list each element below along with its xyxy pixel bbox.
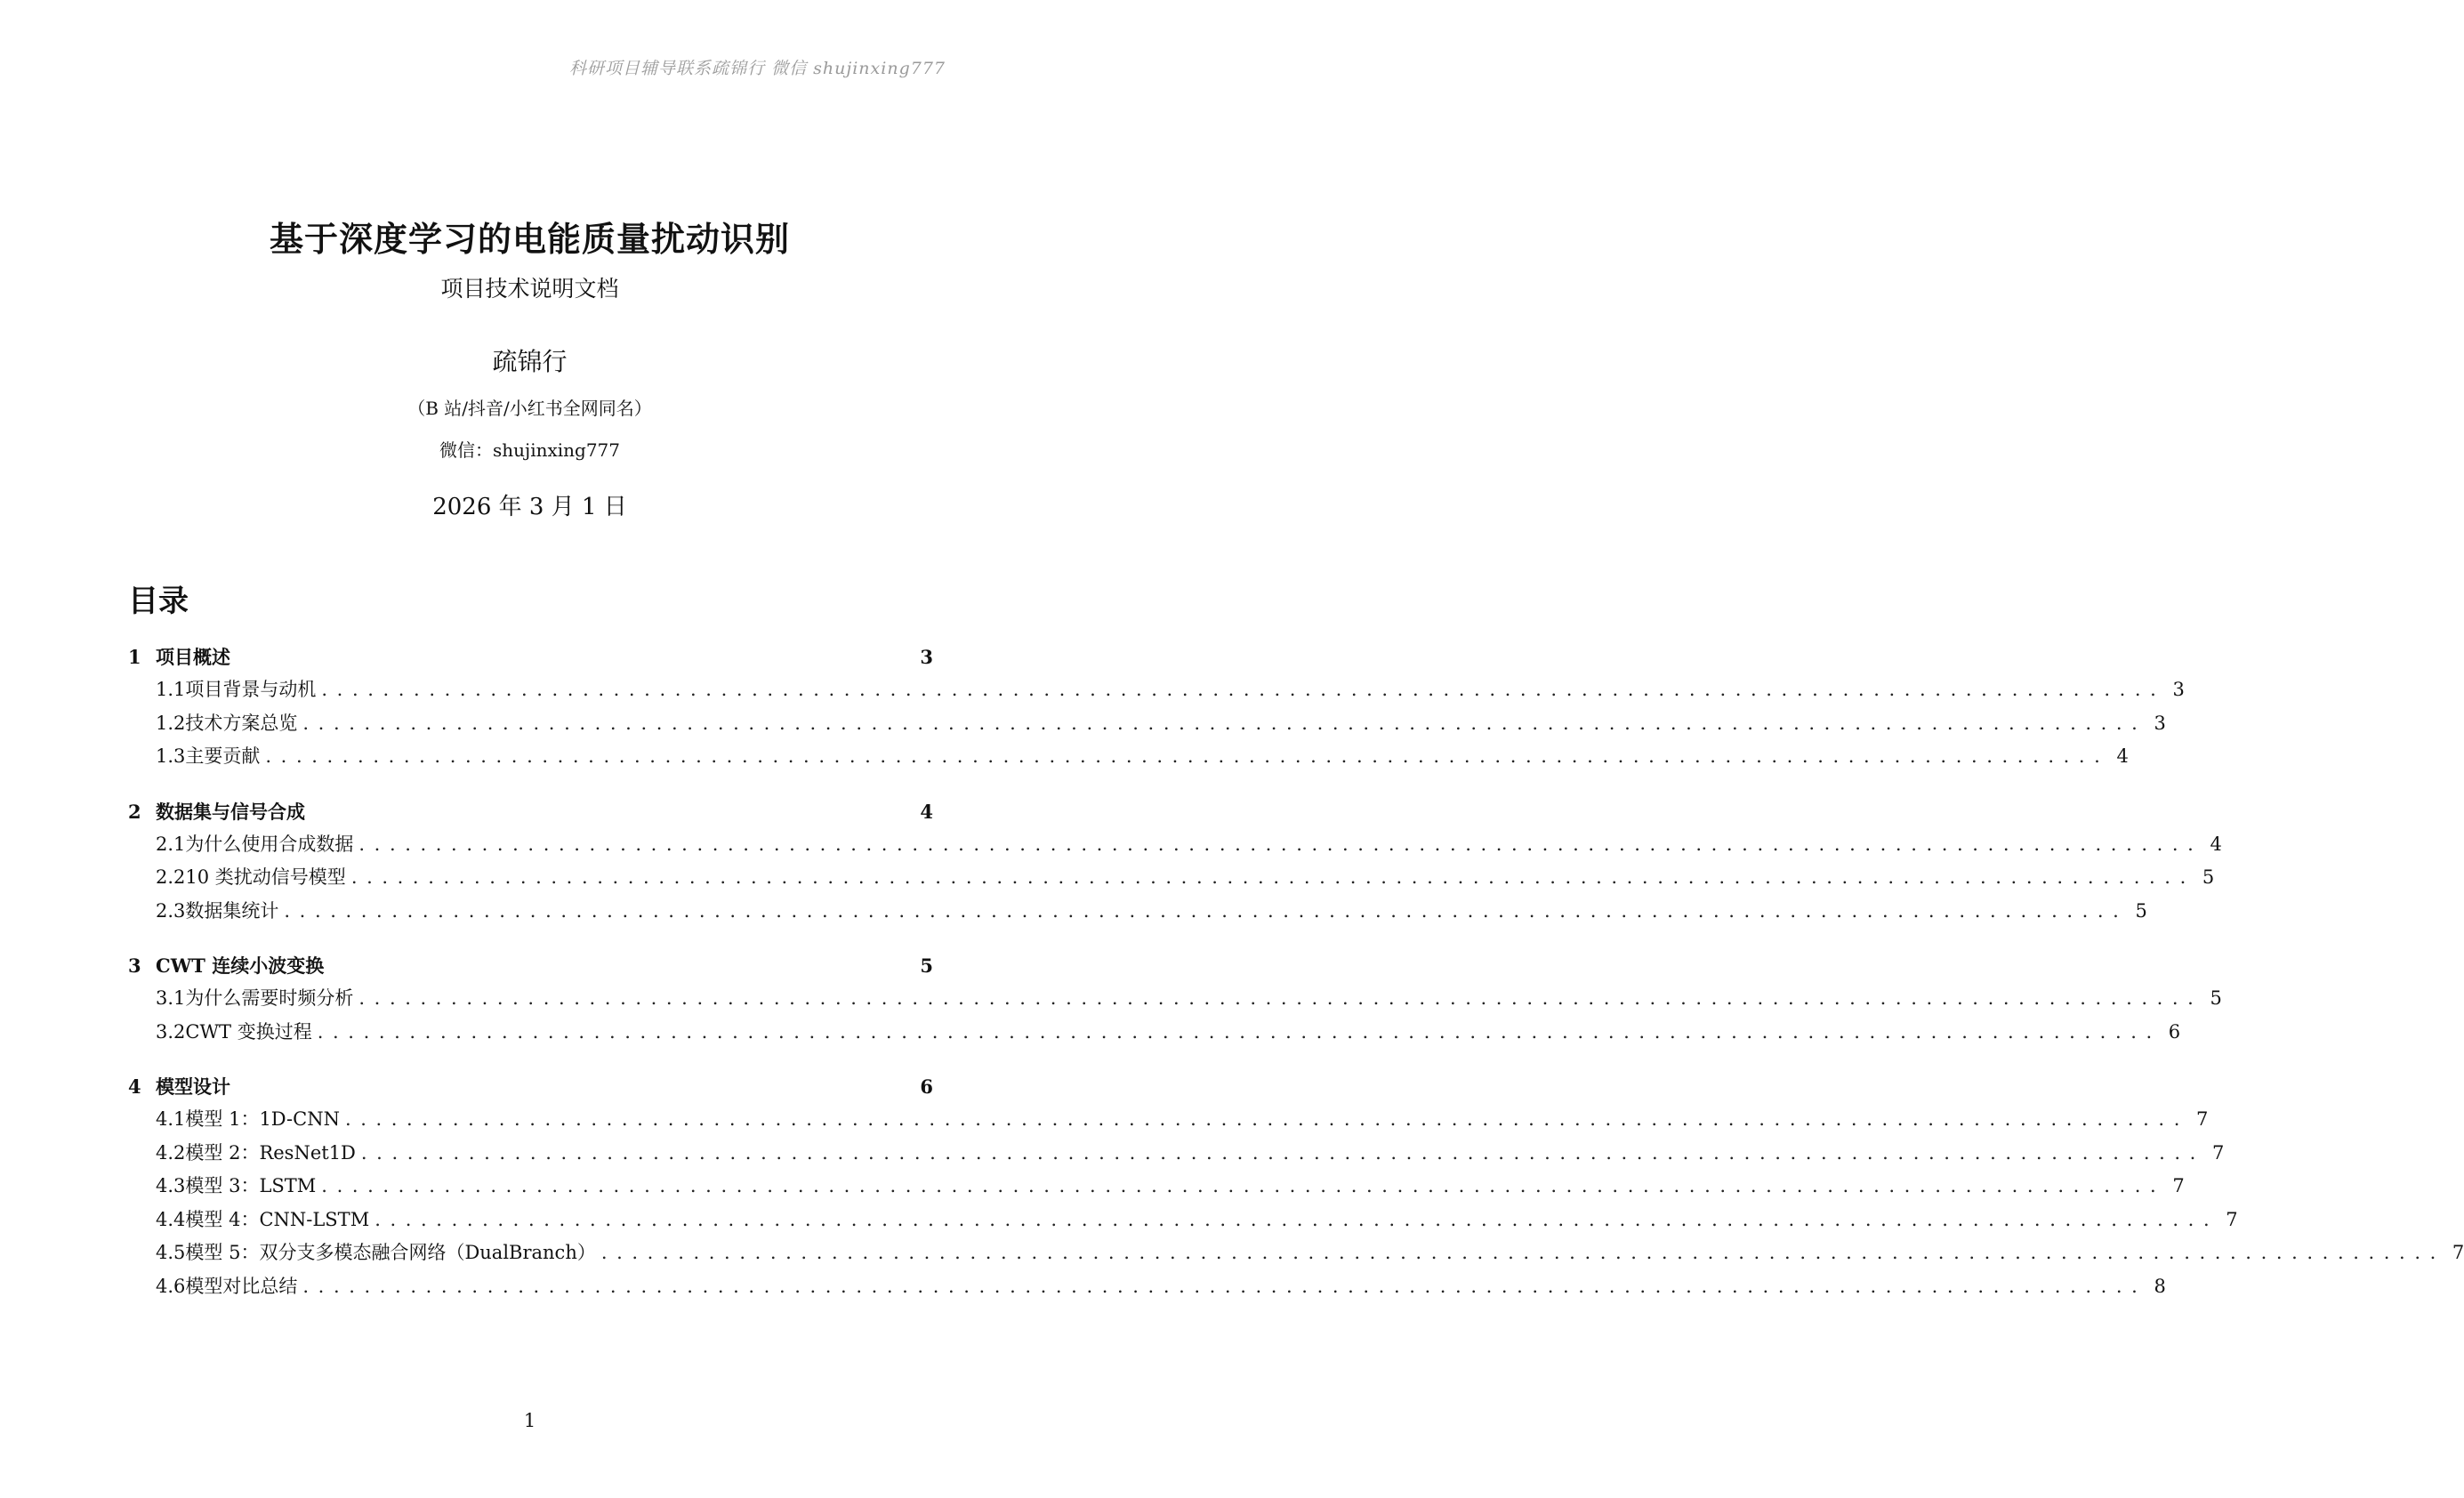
toc-section-title: CWT 连续小波变换 <box>156 954 325 977</box>
toc-subsection-number: 1.1 <box>156 679 186 700</box>
toc-dot-leader: ........................................................................................................................ <box>360 1141 2205 1164</box>
toc-subsection-title: 主要贡献 <box>185 745 261 767</box>
page-number: 1 <box>523 1410 536 1431</box>
document-date: 2026 年 3 月 1 日 <box>432 494 627 520</box>
toc-section <box>128 949 2222 1049</box>
toc-subsection-title: 模型对比总结 <box>185 1275 298 1297</box>
toc-subsection-title: 10 类扰动信号模型 <box>185 866 346 888</box>
toc-subsection-entry[interactable] <box>128 861 2215 895</box>
toc-subsection-entry[interactable] <box>128 673 2185 707</box>
toc-dot-leader: ........................................................................................................................ <box>358 987 2203 1009</box>
toc-subsection-page: 7 <box>2452 1242 2464 1263</box>
toc-section-entry[interactable] <box>128 1070 933 1103</box>
toc-section-page: 4 <box>920 800 933 823</box>
toc-subsection-page: 5 <box>2210 987 2222 1009</box>
toc-subsection-page: 8 <box>2154 1275 2166 1297</box>
toc-subsection-title: 模型 5：双分支多模态融合网络（DualBranch） <box>185 1242 596 1263</box>
toc-subsection-entry[interactable] <box>128 1103 2209 1137</box>
toc-subsection-title: 为什么使用合成数据 <box>185 833 354 855</box>
document-subtitle: 项目技术说明文档 <box>440 276 619 302</box>
toc-dot-leader: ........................................................................................................................ <box>374 1208 2219 1230</box>
toc-subsection-page: 4 <box>2210 833 2222 855</box>
toc-subsection-page: 3 <box>2154 712 2166 734</box>
author-wechat: 微信：shujinxing777 <box>439 439 621 461</box>
toc-section <box>128 640 2185 774</box>
toc-subsection-number: 4.3 <box>156 1175 186 1196</box>
table-of-contents <box>128 640 2464 1325</box>
toc-subsection-title: 模型 3：LSTM <box>185 1175 317 1196</box>
toc-section-title: 项目概述 <box>156 646 230 668</box>
toc-subsection-title: 为什么需要时频分析 <box>185 987 354 1009</box>
toc-section-page: 6 <box>920 1075 933 1098</box>
toc-subsection-entry[interactable] <box>128 1204 2238 1237</box>
toc-dot-leader: ........................................................................................................................ <box>265 745 2110 767</box>
document-title: 基于深度学习的电能质量扰动识别 <box>269 219 790 259</box>
toc-subsection-number: 4.5 <box>156 1242 186 1263</box>
toc-subsection-page: 5 <box>2202 866 2215 888</box>
toc-subsection-title: 技术方案总览 <box>185 712 298 734</box>
toc-subsection-title: 数据集统计 <box>185 899 279 922</box>
toc-subsection-title: 项目背景与动机 <box>185 679 317 700</box>
toc-dot-leader: ........................................................................................................................ <box>302 712 2147 734</box>
toc-subsection-page: 3 <box>2172 679 2185 700</box>
toc-dot-leader: ........................................................................................................................ <box>302 1275 2147 1297</box>
toc-section-title: 数据集与信号合成 <box>156 800 305 823</box>
toc-subsection-title: 模型 1：1D-CNN <box>185 1108 340 1130</box>
toc-dot-leader: ........................................................................................................................ <box>317 1020 2162 1043</box>
toc-subsection-entry[interactable] <box>128 1236 2464 1270</box>
toc-dot-leader: ........................................................................................................................ <box>284 899 2129 922</box>
toc-subsection-title: CWT 变换过程 <box>185 1020 312 1043</box>
toc-section-page: 3 <box>920 646 933 668</box>
toc-section-number: 2 <box>128 800 141 823</box>
toc-dot-leader: ........................................................................................................................ <box>600 1242 2445 1263</box>
toc-subsection-number: 3.1 <box>156 987 186 1009</box>
toc-subsection-number: 4.4 <box>156 1208 186 1230</box>
toc-dot-leader: ........................................................................................................................ <box>350 866 2195 888</box>
toc-subsection-page: 4 <box>2116 745 2129 767</box>
toc-subsection-title: 模型 4：CNN-LSTM <box>185 1208 370 1230</box>
toc-dot-leader: ........................................................................................................................ <box>321 1175 2166 1196</box>
toc-section <box>128 795 2222 929</box>
toc-subsection-entry[interactable] <box>128 707 2166 741</box>
toc-subsection-number: 2.2 <box>156 866 186 888</box>
toc-subsection-number: 2.1 <box>156 833 186 855</box>
toc-section-page: 5 <box>920 954 933 977</box>
toc-subsection-page: 7 <box>2172 1175 2185 1196</box>
toc-subsection-number: 2.3 <box>156 899 186 922</box>
toc-subsection-entry[interactable] <box>128 828 2222 862</box>
toc-subsection-title: 模型 2：ResNet1D <box>185 1141 356 1164</box>
toc-subsection-page: 5 <box>2135 899 2147 922</box>
toc-subsection-entry[interactable] <box>128 740 2129 774</box>
toc-section-number: 3 <box>128 954 141 977</box>
toc-subsection-entry[interactable] <box>128 1137 2225 1171</box>
toc-section-title: 模型设计 <box>156 1075 230 1098</box>
toc-subsection-number: 4.1 <box>156 1108 186 1130</box>
author-name: 疏锦行 <box>492 347 568 376</box>
title-block <box>0 212 1059 521</box>
header-note: 科研项目辅导联系疏锦行 微信 shujinxing777 <box>569 59 946 78</box>
toc-subsection-entry[interactable] <box>128 982 2222 1016</box>
toc-subsection-page: 7 <box>2226 1208 2238 1230</box>
toc-subsection-entry[interactable] <box>128 1016 2181 1050</box>
author-platforms: （B 站/抖音/小红书全网同名） <box>407 398 652 419</box>
toc-subsection-page: 7 <box>2211 1141 2225 1164</box>
toc-section-entry[interactable] <box>128 949 933 982</box>
toc-section-number: 1 <box>128 646 141 668</box>
toc-subsection-entry[interactable] <box>128 895 2147 929</box>
toc-section <box>128 1070 2464 1303</box>
toc-subsection-number: 4.6 <box>156 1275 186 1297</box>
toc-dot-leader: ........................................................................................................................ <box>344 1108 2189 1130</box>
toc-section-entry[interactable] <box>128 640 933 673</box>
toc-subsection-number: 1.2 <box>156 712 186 734</box>
toc-subsection-page: 7 <box>2196 1108 2209 1130</box>
toc-dot-leader: ........................................................................................................................ <box>321 679 2166 700</box>
toc-subsection-number: 1.3 <box>156 745 186 767</box>
toc-section-entry[interactable] <box>128 795 933 828</box>
toc-subsection-entry[interactable] <box>128 1170 2185 1204</box>
toc-subsection-number: 3.2 <box>156 1020 186 1043</box>
toc-dot-leader: ........................................................................................................................ <box>358 833 2203 855</box>
toc-heading: 目录 <box>128 584 189 619</box>
toc-subsection-entry[interactable] <box>128 1270 2166 1304</box>
toc-section-number: 4 <box>128 1075 141 1098</box>
toc-subsection-page: 6 <box>2168 1020 2181 1043</box>
toc-subsection-number: 4.2 <box>156 1141 186 1164</box>
